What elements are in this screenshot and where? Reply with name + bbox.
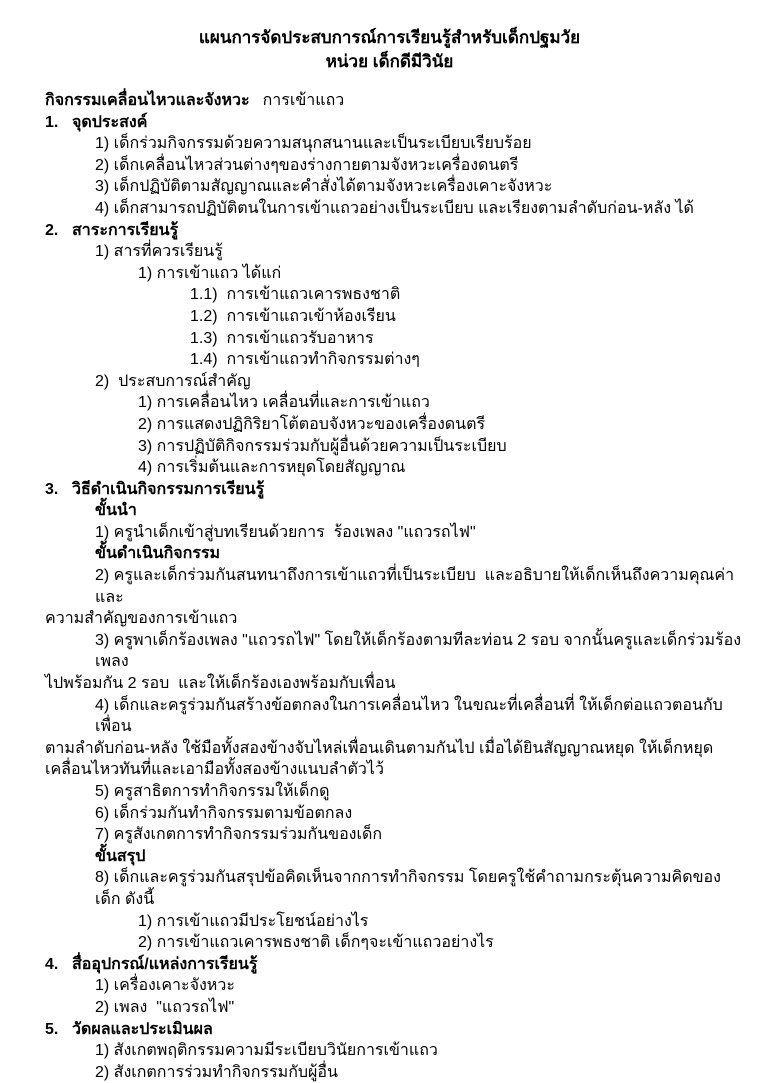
summary-question: 2) การเข้าแถวเคารพธงชาติ เด็กๆจะเข้าแถวอย่างไร <box>138 934 494 952</box>
objective-item: 2) เด็กเคลื่อนไหวส่วนต่างๆของร่างกายตามจังหวะเครื่องดนตรี <box>95 156 519 174</box>
section-title: สาระการเรียนรู้ <box>72 221 179 239</box>
knowledge-item: 1.1) การเข้าแถวเคารพธงชาติ <box>190 286 401 304</box>
section-title: วัดผลและประเมินผล <box>72 1020 213 1038</box>
procedure-step: 1) ครูนำเด็กเข้าสู่บทเรียนด้วยการ ร้องเพลง "แถวรถไฟ" <box>95 523 476 541</box>
experience-item: 1) การเคลื่อนไหว เคลื่อนที่และการเข้าแถว <box>138 394 430 412</box>
procedure-step-continuation: ความสำคัญของการเข้าแถว <box>45 610 238 628</box>
procedure-step-continuation: ไปพร้อมกัน 2 รอบ และให้เด็กร้องเองพร้อมกับเพื่อน <box>45 675 396 693</box>
section-number: 3. <box>45 480 59 498</box>
section-title: สื่ออุปกรณ์/แหล่งการเรียนรู้ <box>72 955 258 973</box>
procedure-step: 2) ครูและเด็กร่วมกันสนทนาถึงการเข้าแถวที่เป็นระเบียบ และอธิบายให้เด็กเห็นถึงความคุณค่าและ <box>95 567 735 606</box>
activity-topic: การเข้าแถว <box>262 92 345 109</box>
material-item: 2) เพลง "แถวรถไฟ" <box>95 998 235 1016</box>
knowledge-item: 1.2) การเข้าแถวเข้าห้องเรียน <box>190 307 396 325</box>
experience-item: 4) การเริ่มต้นและการหยุดโดยสัญญาณ <box>138 459 406 477</box>
section-objectives-heading <box>45 112 744 134</box>
stage-label-main: ขั้นดำเนินกิจกรรม <box>95 545 221 563</box>
evaluation-item: 1) สังเกตพฤติกรรมความมีระเบียบวินัยการเข้าแถว <box>95 1042 438 1060</box>
section-procedure-heading <box>45 479 744 501</box>
activity-type-label: กิจกรรมเคลื่อนไหวและจังหวะ <box>45 92 250 109</box>
procedure-step: 4) เด็กและครูร่วมกันสร้างข้อตกลงในการเคลื่อนไหว ในขณะที่เคลื่อนที่ ให้เด็กต่อแถวตอนกับเพื่อน <box>95 696 723 736</box>
experience-item: 2) การแสดงปฏิกิริยาโต้ตอบจังหวะของเครื่องดนตรี <box>138 415 486 433</box>
experience-item: 3) การปฏิบัติกิจกรรมร่วมกับผู้อื่นด้วยความเป็นระเบียบ <box>138 437 507 455</box>
section-number: 4. <box>45 955 59 973</box>
unit-title: หน่วย เด็กดีมีวินัย <box>325 52 454 71</box>
knowledge-heading: 1) สารที่ควรเรียนรู้ <box>95 243 223 261</box>
section-title: วิธีดำเนินกิจกรรมการเรียนรู้ <box>72 480 265 498</box>
procedure-step-continuation: ตามลำดับก่อน-หลัง ใช้มือทั้งสองข้างจับไหล่เพื่อนเดินตามกันไป เมื่อได้ยินสัญญาณหยุด ให้เด็กหยุด <box>45 739 714 757</box>
objective-item: 4) เด็กสามารถปฏิบัติตนในการเข้าแถวอย่างเป็นระเบียบ และเรียงตามลำดับก่อน-หลัง ได้ <box>95 199 694 217</box>
procedure-step-continuation: เคลื่อนไหวทันที่และเอามือทั้งสองข้างแนบลำตัวไว้ <box>45 761 384 779</box>
procedure-step: 7) ครูสังเกตการทำกิจกรรมร่วมกันของเด็ก <box>95 826 383 844</box>
stage-label-summary: ขั้นสรุป <box>95 847 146 865</box>
knowledge-item: 1.4) การเข้าแถวทำกิจกรรมต่างๆ <box>190 351 420 369</box>
section-title: จุดประสงค์ <box>72 113 148 131</box>
section-number: 2. <box>45 221 59 239</box>
document-header <box>45 26 734 74</box>
knowledge-sub-heading: 1) การเข้าแถว ได้แก่ <box>138 264 282 282</box>
knowledge-item: 1.3) การเข้าแถวรับอาหาร <box>190 329 374 347</box>
procedure-step: 5) ครูสาธิตการทำกิจกรรมให้เด็กดู <box>95 783 330 800</box>
material-item: 1) เครื่องเคาะจังหวะ <box>95 977 235 995</box>
procedure-step: 3) ครูพาเด็กร้องเพลง "แถวรถไฟ" โดยให้เด็กร้องตามทีละท่อน 2 รอบ จากนั้นครูและเด็กร่วมร้องเพลง <box>95 631 742 671</box>
document-title: แผนการจัดประสบการณ์การเรียนรู้สำหรับเด็กปฐมวัย <box>198 28 581 47</box>
evaluation-item: 2) สังเกตการร่วมทำกิจกรรมกับผู้อื่น <box>95 1063 338 1081</box>
section-number: 1. <box>45 113 59 131</box>
summary-question: 1) การเข้าแถวมีประโยชน์อย่างไร <box>138 912 369 930</box>
procedure-step: 6) เด็กร่วมกันทำกิจกรรมตามข้อตกลง <box>95 804 353 822</box>
section-evaluation-heading <box>45 1019 744 1041</box>
section-learning-content-heading <box>45 220 744 242</box>
section-materials-heading <box>45 954 744 976</box>
objective-item: 1) เด็กร่วมกิจกรรมด้วยความสนุกสนานและเป็นระเบียบเรียบร้อย <box>95 135 532 153</box>
section-number: 5. <box>45 1020 59 1038</box>
stage-label-intro: ขั้นนำ <box>95 502 137 520</box>
objective-item: 3) เด็กปฏิบัติตามสัญญาณและคำสั่งได้ตามจังหวะเครื่องเคาะจังหวะ <box>95 178 553 196</box>
procedure-step: 8) เด็กและครูร่วมกันสรุปข้อคิดเห็นจากการทำกิจกรรม โดยครูใช้คำถามกระตุ้นความคิดของเด็ก ดังนี้ <box>95 869 721 908</box>
activity-line <box>45 90 744 112</box>
experience-heading: 2) ประสบการณ์สำคัญ <box>95 372 251 390</box>
